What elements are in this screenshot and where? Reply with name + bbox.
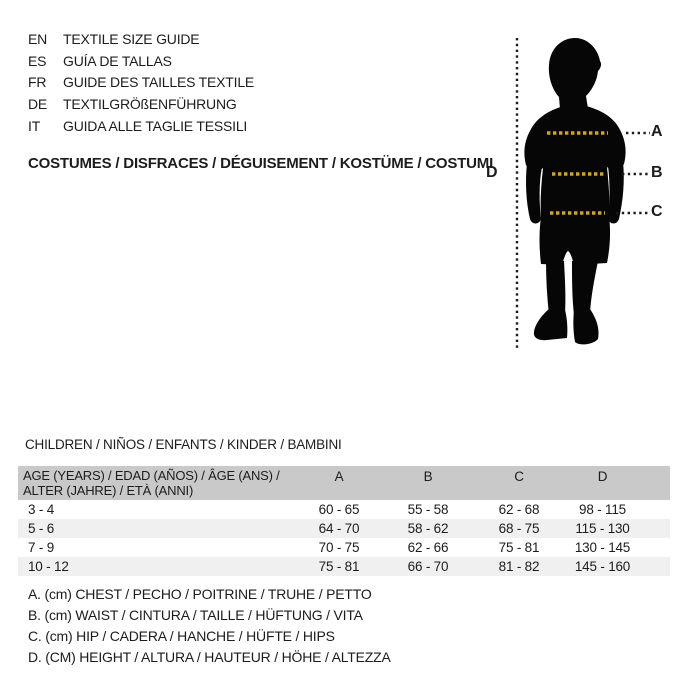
age-column-header: [18, 466, 295, 500]
language-row-es: [28, 53, 254, 75]
measurement-legend: [28, 584, 391, 668]
table-row: [18, 519, 670, 538]
age-column-header-line2: ALTER (JAHRE) / ETÀ (ANNI): [23, 483, 194, 498]
measure-label-a: A: [651, 123, 663, 140]
age-cell: 10 - 12: [28, 559, 69, 574]
child-silhouette: [480, 20, 700, 360]
waist-cell: 66 - 70: [407, 559, 449, 574]
category-title: COSTUMES / DISFRACES / DÉGUISEMENT / KOSTÜME / COSTUMI: [28, 155, 494, 172]
column-header-b: B: [423, 469, 433, 484]
silhouette-right-leg: [572, 261, 598, 315]
legend-waist: B. (cm) WAIST / CINTURA / TAILLE / HÜFTUNG / VITA: [28, 607, 363, 623]
silhouette-right-arm: [608, 162, 624, 224]
hip-cell: 81 - 82: [498, 559, 540, 574]
language-code: EN: [28, 31, 48, 47]
table-row: [18, 538, 670, 557]
silhouette-shorts: [540, 216, 611, 265]
waist-cell: 58 - 62: [407, 521, 449, 536]
column-header-c: C: [514, 469, 524, 484]
height-cell: 145 - 160: [574, 559, 631, 574]
hip-cell: 62 - 68: [498, 502, 540, 517]
table-row: [18, 557, 670, 576]
measure-label-c: C: [651, 203, 663, 220]
age-cell: 7 - 9: [28, 540, 55, 555]
chest-cell: 64 - 70: [318, 521, 360, 536]
chest-cell: 75 - 81: [318, 559, 360, 574]
language-list: [28, 31, 254, 139]
size-table-header: [18, 466, 670, 500]
silhouette-head: [549, 38, 601, 109]
language-code: ES: [28, 52, 47, 69]
legend-hip: C. (cm) HIP / CADERA / HANCHE / HÜFTE / HIPS: [28, 628, 335, 644]
language-label: GUIDE DES TAILLES TEXTILE: [63, 74, 255, 91]
size-table: [18, 466, 670, 576]
child-silhouette-figure: [480, 20, 700, 360]
table-row: [18, 500, 670, 519]
language-label: GUÍA DE TALLAS: [63, 52, 172, 69]
language-label: TEXTILGRÖßENFÜHRUNG: [63, 96, 237, 113]
silhouette-left-arm: [526, 163, 542, 224]
language-label: TEXTILE SIZE GUIDE: [63, 31, 200, 47]
language-row-de: [28, 96, 254, 118]
waist-cell: 62 - 66: [407, 540, 449, 555]
language-row-en: [28, 31, 254, 53]
chest-cell: 60 - 65: [318, 502, 360, 517]
age-column-header-line1: AGE (YEARS) / EDAD (AÑOS) / ÂGE (ANS) /: [23, 468, 280, 483]
height-cell: 115 - 130: [575, 521, 630, 536]
language-label: GUIDA ALLE TAGLIE TESSILI: [63, 117, 248, 134]
legend-height: D. (CM) HEIGHT / ALTURA / HAUTEUR / HÖHE / ALTEZZA: [28, 649, 391, 665]
measure-label-d: D: [486, 164, 498, 181]
language-code: FR: [28, 74, 47, 91]
chest-cell: 70 - 75: [318, 540, 360, 555]
column-header-d: D: [597, 469, 608, 484]
height-cell: 130 - 145: [574, 540, 631, 555]
waist-cell: 55 - 58: [407, 502, 449, 517]
language-row-fr: [28, 74, 254, 96]
height-cell: 98 - 115: [579, 502, 626, 517]
hip-cell: 68 - 75: [498, 521, 540, 536]
silhouette-right-shoe: [573, 309, 598, 344]
hip-cell: 75 - 81: [498, 540, 540, 555]
language-code: IT: [28, 117, 41, 134]
language-code: DE: [28, 96, 48, 113]
measure-label-b: B: [651, 164, 663, 181]
age-cell: 5 - 6: [28, 521, 55, 536]
silhouette-left-shoe: [534, 309, 568, 340]
age-cell: 3 - 4: [28, 502, 55, 517]
table-section-title: CHILDREN / NIÑOS / ENFANTS / KINDER / BAMBINI: [25, 437, 342, 452]
legend-chest: A. (cm) CHEST / PECHO / POITRINE / TRUHE / PETTO: [28, 586, 372, 602]
language-row-it: [28, 118, 254, 140]
column-header-a: A: [334, 469, 344, 484]
silhouette-left-leg: [546, 261, 565, 315]
